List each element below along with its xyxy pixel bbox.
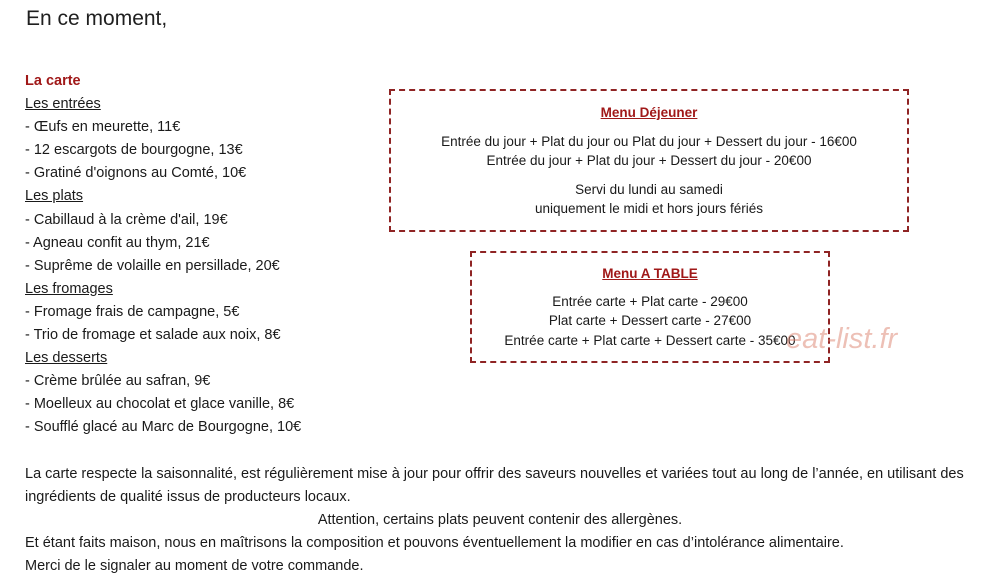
section-plats-title: Les plats	[25, 188, 84, 205]
menu-table-box	[470, 251, 830, 363]
allergen-warning: Attention, certains plats peuvent contenir des allergènes.	[317, 512, 683, 528]
carte-title: La carte	[25, 73, 81, 89]
menu-dejeuner-line: Entrée du jour + Plat du jour ou Plat du jour + Dessert du jour - 16€00	[441, 134, 857, 149]
menu-item: - Gratiné d'oignons au Comté, 10€	[25, 165, 247, 182]
menu-dejeuner-note: uniquement le midi et hors jours fériés	[534, 201, 764, 216]
menu-item: - Œufs en meurette, 11€	[25, 119, 181, 136]
footer-paragraph: La carte respecte la saisonnalité, est régulièrement mise à jour pour offrir des saveurs nouvelles et variées tout au long de l’année, en utilisant des ingrédients de qualité issus de producteurs locaux.	[25, 466, 964, 505]
menu-table-line: Entrée carte + Plat carte - 29€00	[552, 293, 748, 309]
menu-item: - 12 escargots de bourgogne, 13€	[25, 142, 243, 159]
menu-dejeuner-line: Entrée du jour + Plat du jour + Dessert du jour - 20€00	[486, 153, 812, 168]
section-entrees-title: Les entrées	[25, 96, 101, 113]
menu-dejeuner-title: Menu Déjeuner	[600, 105, 698, 120]
footer-paragraph: Merci de le signaler au moment de votre commande.	[25, 558, 364, 574]
menu-table-line: Entrée carte + Plat carte + Dessert carte - 35€00	[504, 332, 796, 348]
page-heading: En ce moment,	[26, 7, 168, 30]
menu-table-title: Menu A TABLE	[602, 266, 698, 281]
menu-item: - Crème brûlée au safran, 9€	[25, 373, 211, 390]
section-fromages-title: Les fromages	[25, 280, 113, 297]
menu-table-line: Plat carte + Dessert carte - 27€00	[548, 313, 752, 328]
watermark: eat-list.fr	[786, 323, 898, 355]
menu-dejeuner-note: Servi du lundi au samedi	[575, 182, 723, 197]
menu-item: - Agneau confit au thym, 21€	[25, 234, 210, 251]
menu-dejeuner-box	[389, 89, 909, 232]
section-desserts-title: Les desserts	[25, 350, 108, 367]
menu-item: - Soufflé glacé au Marc de Bourgogne, 10€	[25, 419, 302, 436]
footer-paragraph: Et étant faits maison, nous en maîtrisons la composition et pouvons éventuellement la modifier en cas d’intolérance alimentaire.	[25, 535, 844, 551]
carte-menu	[25, 70, 301, 440]
menu-item: - Cabillaud à la crème d'ail, 19€	[25, 211, 228, 228]
menu-item: - Moelleux au chocolat et glace vanille, 8€	[25, 396, 295, 413]
footer-text	[25, 463, 975, 578]
menu-item: - Trio de fromage et salade aux noix, 8€	[25, 327, 281, 344]
menu-item: - Fromage frais de campagne, 5€	[25, 303, 240, 320]
menu-item: - Suprême de volaille en persillade, 20€	[25, 257, 280, 274]
